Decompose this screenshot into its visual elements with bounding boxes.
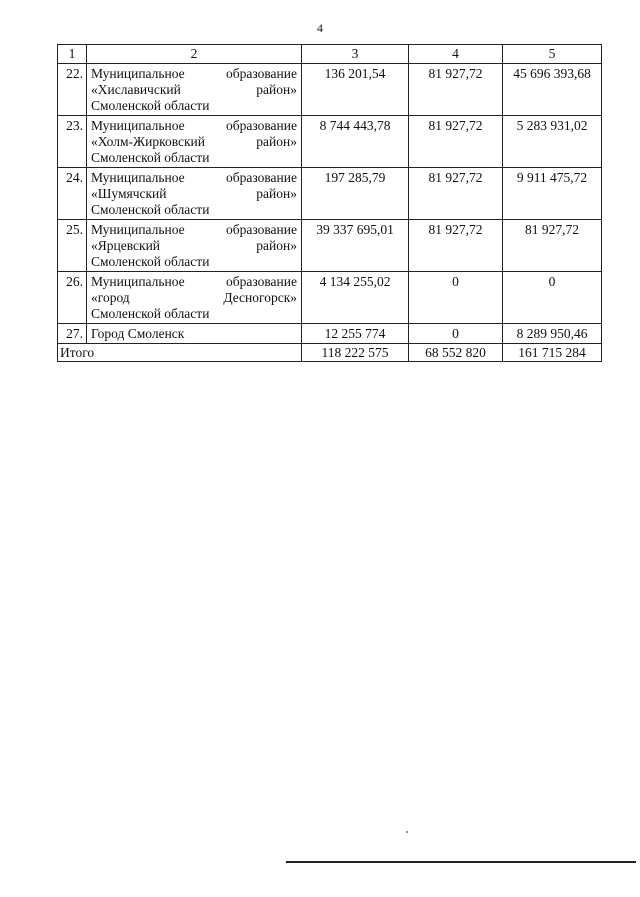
name-word: Смоленской области	[91, 202, 210, 217]
name-word: Муниципальное	[91, 66, 185, 81]
municipality-name	[87, 272, 302, 324]
name-word: Муниципальное	[91, 222, 185, 237]
value-col4: 81 927,72	[409, 64, 503, 116]
total-row	[58, 344, 602, 362]
value-col3: 39 337 695,01	[302, 220, 409, 272]
name-word: Смоленской области	[91, 150, 210, 165]
value-col5: 81 927,72	[503, 220, 602, 272]
value-col3: 136 201,54	[302, 64, 409, 116]
name-word: Муниципальное	[91, 170, 185, 185]
name-word: «город	[91, 290, 130, 305]
name-word: образование	[226, 118, 297, 133]
row-number: 24.	[58, 168, 87, 220]
name-word: «Ярцевский	[91, 238, 161, 253]
value-col3: 197 285,79	[302, 168, 409, 220]
name-word: район»	[256, 134, 297, 149]
name-word: район»	[256, 238, 297, 253]
budget-table	[57, 44, 602, 362]
value-col5: 5 283 931,02	[503, 116, 602, 168]
table-row	[58, 272, 602, 324]
footer-rule	[286, 861, 636, 863]
name-word: Муниципальное	[91, 118, 185, 133]
name-word: Смоленской области	[91, 254, 210, 269]
name-word: Город Смоленск	[91, 326, 185, 341]
name-word: «Хиславичский	[91, 82, 181, 97]
row-number: 27.	[58, 324, 87, 344]
municipality-name	[87, 116, 302, 168]
name-word: Смоленской области	[91, 98, 210, 113]
value-col4: 0	[409, 272, 503, 324]
scan-speck	[406, 831, 408, 833]
total-col5: 161 715 284	[503, 344, 602, 362]
name-word: Десногорск»	[223, 290, 297, 305]
name-word: образование	[226, 274, 297, 289]
value-col4: 81 927,72	[409, 116, 503, 168]
table-body	[58, 64, 602, 344]
header-cell: 2	[87, 45, 302, 64]
total-col3: 118 222 575	[302, 344, 409, 362]
row-number: 23.	[58, 116, 87, 168]
total-col4: 68 552 820	[409, 344, 503, 362]
page-number: 4	[317, 21, 323, 35]
row-number: 26.	[58, 272, 87, 324]
name-word: образование	[226, 170, 297, 185]
name-word: образование	[226, 66, 297, 81]
value-col5: 9 911 475,72	[503, 168, 602, 220]
row-number: 25.	[58, 220, 87, 272]
value-col4: 81 927,72	[409, 168, 503, 220]
name-word: образование	[226, 222, 297, 237]
table-header-row	[58, 45, 602, 64]
name-word: Муниципальное	[91, 274, 185, 289]
table-row	[58, 168, 602, 220]
municipality-name	[87, 64, 302, 116]
header-cell: 4	[409, 45, 503, 64]
table-row	[58, 324, 602, 344]
municipality-name	[87, 220, 302, 272]
value-col5: 45 696 393,68	[503, 64, 602, 116]
header-cell: 5	[503, 45, 602, 64]
table-row	[58, 116, 602, 168]
municipality-name	[87, 324, 302, 344]
municipality-name	[87, 168, 302, 220]
header-cell: 1	[58, 45, 87, 64]
value-col3: 4 134 255,02	[302, 272, 409, 324]
value-col5: 0	[503, 272, 602, 324]
name-word: район»	[256, 82, 297, 97]
value-col3: 8 744 443,78	[302, 116, 409, 168]
value-col5: 8 289 950,46	[503, 324, 602, 344]
value-col4: 0	[409, 324, 503, 344]
table-row	[58, 64, 602, 116]
table-row	[58, 220, 602, 272]
name-word: «Холм-Жирковский	[91, 134, 205, 149]
value-col4: 81 927,72	[409, 220, 503, 272]
name-word: район»	[256, 186, 297, 201]
value-col3: 12 255 774	[302, 324, 409, 344]
name-word: «Шумячский	[91, 186, 167, 201]
row-number: 22.	[58, 64, 87, 116]
header-cell: 3	[302, 45, 409, 64]
total-label: Итого	[58, 344, 302, 362]
name-word: Смоленской области	[91, 306, 210, 321]
